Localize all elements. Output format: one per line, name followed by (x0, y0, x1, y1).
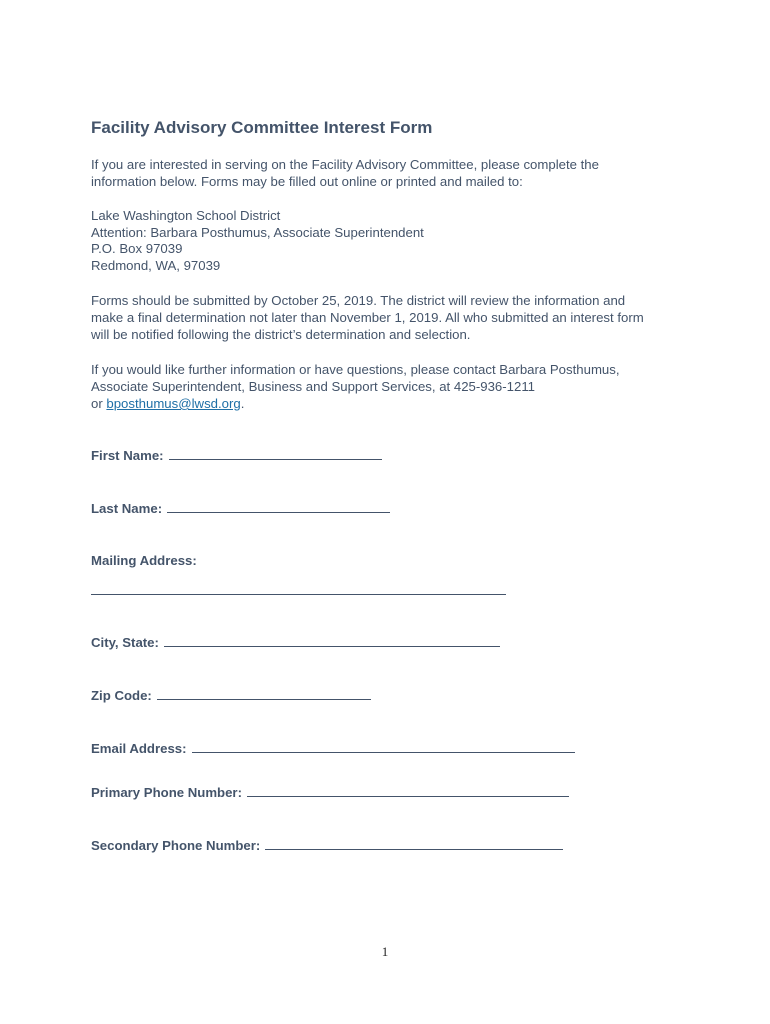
intro-line: If you are interested in serving on the Facility Advisory Committee, please complete the (91, 157, 599, 172)
email-address-blank[interactable] (192, 740, 575, 753)
first-name-blank[interactable] (169, 447, 382, 460)
zip-code-label: Zip Code: (91, 688, 152, 703)
city-state-blank[interactable] (164, 634, 500, 647)
deadline-paragraph (91, 292, 644, 343)
contact-line: If you would like further information or have questions, please contact Barbara Posthumus, (91, 362, 620, 377)
mailing-address-label: Mailing Address: (91, 553, 197, 568)
primary-phone-field[interactable] (91, 784, 569, 800)
contact-prefix: or (91, 396, 107, 411)
contact-paragraph (91, 361, 620, 412)
secondary-phone-blank[interactable] (265, 837, 563, 850)
address-line: Redmond, WA, 97039 (91, 257, 221, 273)
email-address-label: Email Address: (91, 741, 187, 756)
deadline-line: will be notified following the district’s determination and selection. (91, 327, 471, 342)
zip-code-blank[interactable] (157, 687, 371, 700)
intro-line: information below. Forms may be filled out online or printed and mailed to: (91, 174, 523, 189)
mailing-address-block (91, 208, 424, 274)
form-title: Facility Advisory Committee Interest Form (91, 118, 433, 137)
last-name-blank[interactable] (167, 500, 390, 513)
contact-email-line (91, 395, 620, 412)
city-state-label: City, State: (91, 635, 159, 650)
first-name-field[interactable] (91, 447, 382, 463)
zip-code-field[interactable] (91, 687, 371, 703)
address-line: P.O. Box 97039 (91, 241, 183, 256)
address-line: Lake Washington School District (91, 208, 281, 223)
contact-suffix: . (240, 396, 245, 411)
primary-phone-blank[interactable] (247, 784, 569, 797)
page-number: 1 (381, 944, 389, 959)
first-name-label: First Name: (91, 448, 164, 463)
secondary-phone-label: Secondary Phone Number: (91, 838, 261, 853)
last-name-label: Last Name: (91, 501, 163, 516)
deadline-line: Forms should be submitted by October 25, 2019. The district will review the information and (91, 293, 626, 308)
email-address-field[interactable] (91, 740, 575, 756)
last-name-field[interactable] (91, 500, 390, 516)
city-state-field[interactable] (91, 634, 500, 650)
intro-paragraph (91, 156, 599, 190)
primary-phone-label: Primary Phone Number: (91, 785, 242, 800)
secondary-phone-field[interactable] (91, 837, 563, 853)
mailing-address-blank[interactable] (91, 594, 506, 595)
contact-line: Associate Superintendent, Business and Support Services, at 425-936-1211 (91, 379, 536, 394)
deadline-line: make a final determination not later than November 1, 2019. All who submitted an interest form (91, 310, 644, 325)
address-line: Attention: Barbara Posthumus, Associate Superintendent (91, 224, 424, 240)
email-link[interactable]: bposthumus@lwsd.org (106, 396, 241, 411)
